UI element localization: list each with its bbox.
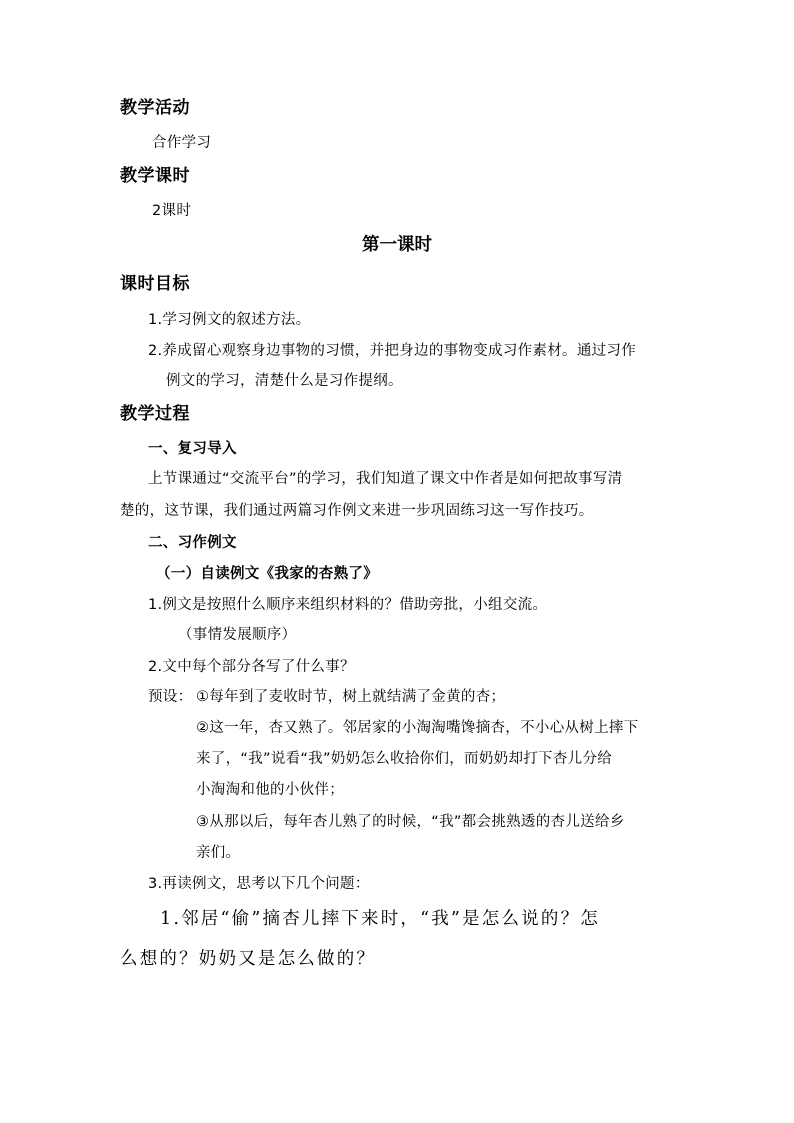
question-2: 2.文中每个部分各写了什么事？ xyxy=(148,659,355,675)
step1-title: 一、复习导入 xyxy=(148,441,237,457)
question-1: 1.例文是按照什么顺序来组织材料的？借助旁批，小组交流。 xyxy=(148,597,548,613)
goal-item: 2.养成留心观察身边事物的习惯，并把身边的事物变成习作素材。通过习作 xyxy=(148,343,637,359)
process-heading: 教学过程 xyxy=(120,404,190,424)
preset-line: ③从那以后，每年杏儿熟了的时候，“我”都会挑熟透的杏儿送给乡 xyxy=(196,814,625,830)
question-3: 3.再读例文，思考以下几个问题： xyxy=(148,876,370,892)
preset-line: 亲们。 xyxy=(196,845,241,861)
question-1-answer: （事情发展顺序） xyxy=(178,627,297,643)
preset-line: 来了，“我”说看“我”奶奶怎么收拾你们，而奶奶却打下杏儿分给 xyxy=(196,751,613,767)
activity-value: 合作学习 xyxy=(152,135,212,151)
period-heading: 教学课时 xyxy=(120,166,190,186)
question-3-sub-continued: 么想的？奶奶又是怎么做的？ xyxy=(120,949,377,969)
question-3-sub: 1.邻居“偷”摘杏儿摔下来时，“我”是怎么说的？怎 xyxy=(160,909,600,929)
goals-heading: 课时目标 xyxy=(120,274,190,294)
step2-title: 二、习作例文 xyxy=(148,535,237,551)
lesson-title: 第一课时 xyxy=(362,235,432,255)
step1-text: 上节课通过“交流平台”的学习，我们知道了课文中作者是如何把故事写清 xyxy=(148,471,623,487)
preset-line: 小淘淘和他的小伙伴； xyxy=(196,782,344,798)
goal-item-continued: 例文的学习，清楚什么是习作提纲。 xyxy=(166,373,403,389)
goal-item: 1.学习例文的叙述方法。 xyxy=(148,312,311,328)
preset-line: ①每年到了麦收时节，树上就结满了金黄的杏； xyxy=(196,689,506,705)
preset-line: ②这一年，杏又熟了。邻居家的小淘淘嘴馋摘杏，不小心从树上摔下 xyxy=(196,720,639,736)
activity-heading: 教学活动 xyxy=(120,98,190,118)
period-value: 2课时 xyxy=(152,203,192,219)
preset-label: 预设： xyxy=(148,689,193,705)
step1-text: 楚的，这节课，我们通过两篇习作例文来进一步巩固练习这一写作技巧。 xyxy=(120,503,594,519)
sub1-title: （一）自读例文《我家的杏熟了》 xyxy=(156,566,378,582)
